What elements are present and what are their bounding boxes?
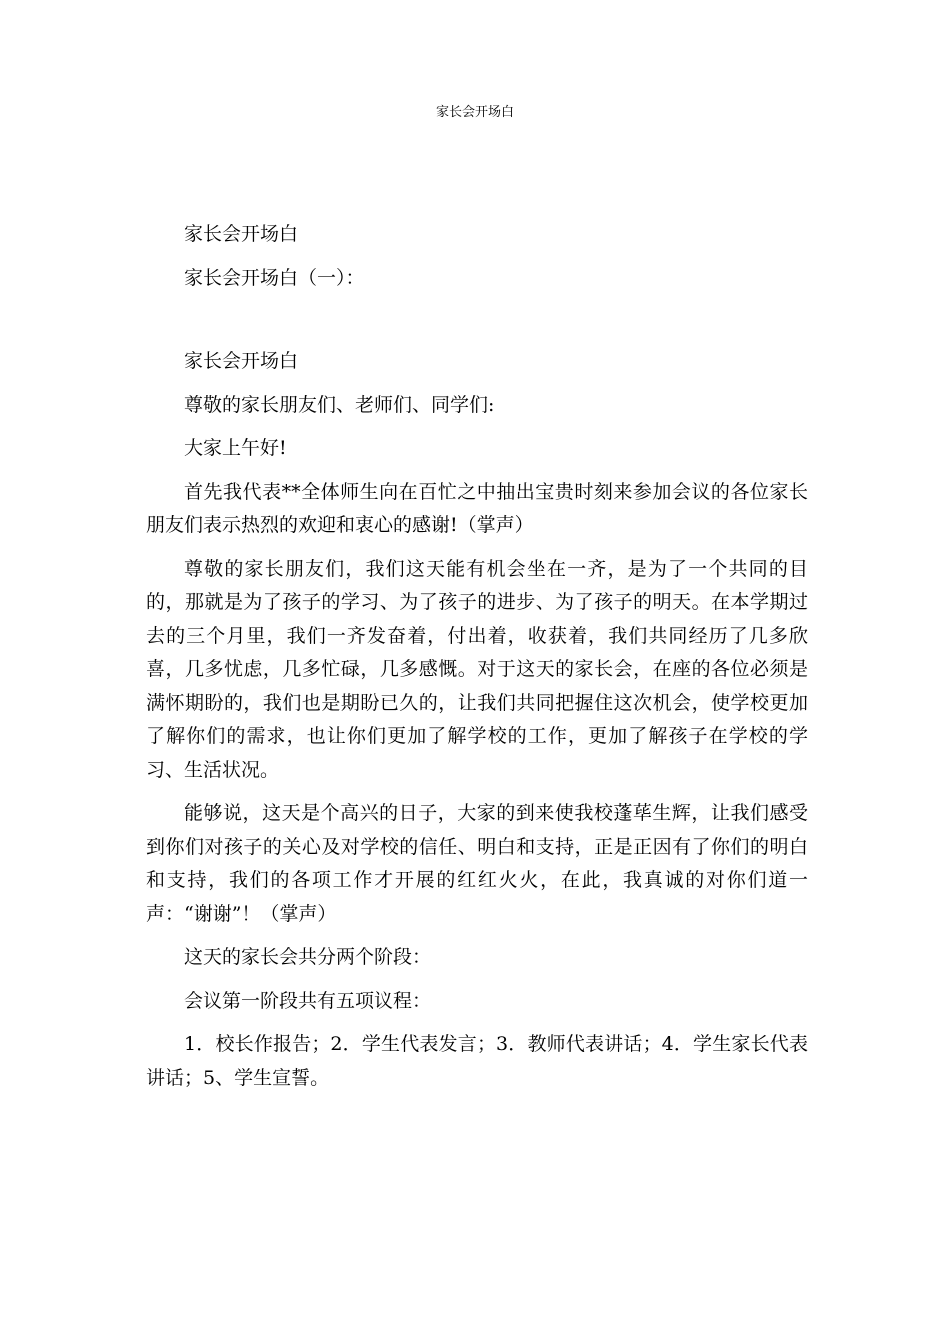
body-paragraph: 会议第一阶段共有五项议程：: [184, 989, 432, 1012]
greeting-paragraph: 大家上午好!: [184, 437, 287, 459]
running-header: 家长会开场白: [435, 105, 514, 120]
agenda-paragraph: 1．校长作报告；2．学生代表发言；3．教师代表讲话；4．学生家长代表讲话；5、学生宣誓。: [146, 1033, 808, 1089]
document-body: [146, 218, 808, 1105]
body-paragraph: 首先我代表**全体师生向在百忙之中抽出宝贵时刻来参加会议的各位家长朋友们表示热烈的欢迎和衷心的感谢!（掌声）: [146, 480, 808, 536]
salutation-paragraph: 尊敬的家长朋友们、老师们、同学们:: [184, 393, 495, 416]
body-paragraph: 能够说，这天是个高兴的日子，大家的到来使我校蓬荜生辉，让我们感受到你们对孩子的关心及对学校的信任、明白和支持，正是正因有了你们的明白和支持，我们的各项工作才开展的红红火火，在此，我真诚的对你们道一声：“谢谢”！（掌声）: [146, 802, 808, 925]
heading-paragraph: 家长会开场白: [184, 223, 299, 245]
body-paragraph: 这天的家长会共分两个阶段：: [184, 946, 432, 968]
body-paragraph: 尊敬的家长朋友们，我们这天能有机会坐在一齐，是为了一个共同的目的，那就是为了孩子的学习、为了孩子的进步、为了孩子的明天。在本学期过去的三个月里，我们一齐发奋着，付出着，收获着，我们共同经历了几多欣喜，几多忧虑，几多忙碌，几多感慨。对于这天的家长会，在座的各位必须是满怀期盼的，我们也是期盼已久的，让我们共同把握住这次机会，使学校更加了解你们的需求，也让你们更加了解学校的工作，更加了解孩子在学校的学习、生活状况。: [146, 557, 808, 781]
subheading-paragraph: 家长会开场白: [184, 350, 299, 372]
section-title-paragraph: 家长会开场白（一）：: [184, 266, 365, 289]
